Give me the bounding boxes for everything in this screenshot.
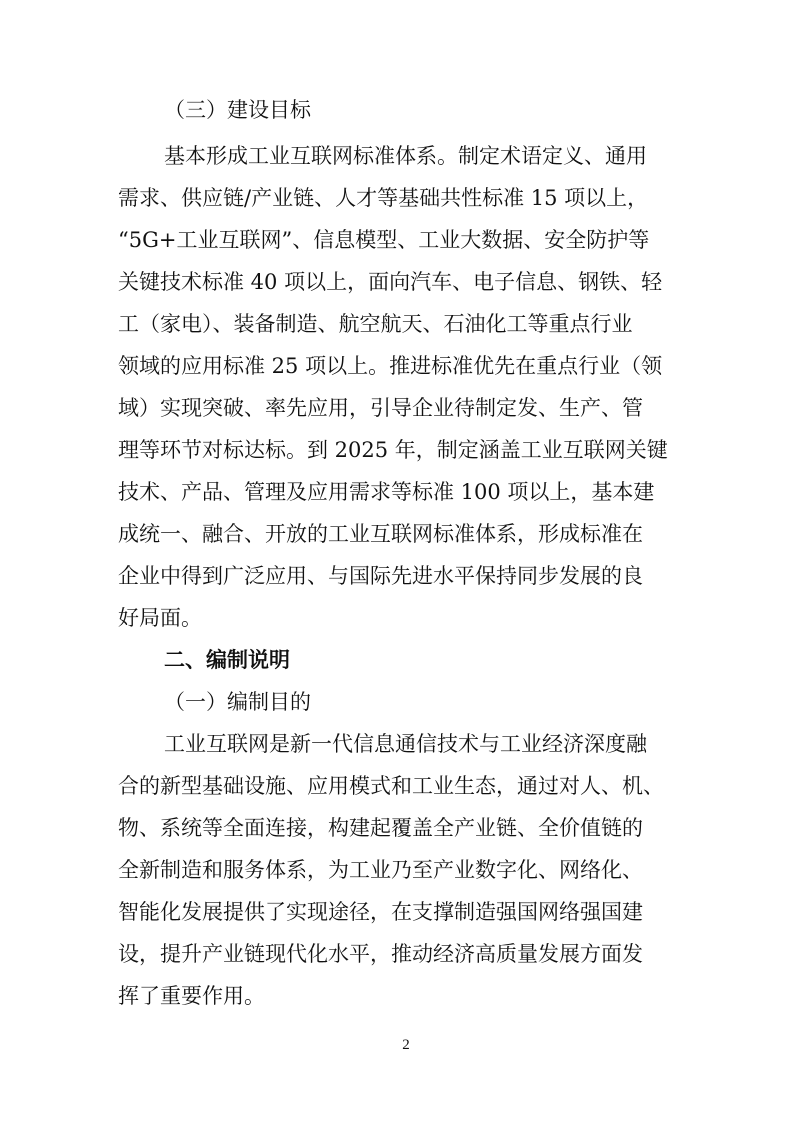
paragraph-line: 合的新型基础设施、应用模式和工业生态，通过对人、机、 bbox=[118, 774, 664, 798]
paragraph-line: 基本形成工业互联网标准体系。制定术语定义、通用 bbox=[164, 144, 647, 168]
paragraph-line: 工业互联网是新一代信息通信技术与工业经济深度融 bbox=[164, 732, 647, 756]
paragraph-line: 设，提升产业链现代化水平，推动经济高质量发展方面发 bbox=[118, 942, 643, 966]
paragraph-line: 理等环节对标达标。到 2025 年，制定涵盖工业互联网关键 bbox=[118, 438, 668, 462]
section-heading-purpose: （一）编制目的 bbox=[164, 690, 311, 714]
paragraph-line: 好局面。 bbox=[118, 606, 202, 630]
paragraph-line: 成统一、融合、开放的工业互联网标准体系，形成标准在 bbox=[118, 522, 643, 546]
section-heading-construction-goals: （三）建设目标 bbox=[164, 98, 311, 122]
paragraph-line: 关键技术标准 40 项以上，面向汽车、电子信息、钢铁、轻 bbox=[118, 270, 663, 294]
paragraph-line: 需求、供应链/产业链、人才等基础共性标准 15 项以上， bbox=[118, 186, 649, 210]
page-number: 2 bbox=[402, 1037, 410, 1053]
paragraph-line: 技术、产品、管理及应用需求等标准 100 项以上，基本建 bbox=[118, 480, 655, 504]
paragraph-line: 工（家电）、装备制造、航空航天、石油化工等重点行业 bbox=[118, 312, 633, 336]
paragraph-line: “5G+工业互联网”、信息模型、工业大数据、安全防护等 bbox=[118, 228, 650, 252]
paragraph-line: 智能化发展提供了实现途径，在支撑制造强国网络强国建 bbox=[118, 900, 643, 924]
paragraph-line: 领域的应用标准 25 项以上。推进标准优先在重点行业（领 bbox=[118, 354, 663, 378]
paragraph-line: 挥了重要作用。 bbox=[118, 984, 265, 1008]
paragraph-line: 域）实现突破、率先应用，引导企业待制定发、生产、管 bbox=[118, 396, 643, 420]
section-heading-preparation-notes: 二、编制说明 bbox=[164, 648, 290, 672]
paragraph-line: 企业中得到广泛应用、与国际先进水平保持同步发展的良 bbox=[118, 564, 643, 588]
paragraph-line: 物、系统等全面连接，构建起覆盖全产业链、全价值链的 bbox=[118, 816, 643, 840]
paragraph-line: 全新制造和服务体系，为工业乃至产业数字化、网络化、 bbox=[118, 858, 643, 882]
